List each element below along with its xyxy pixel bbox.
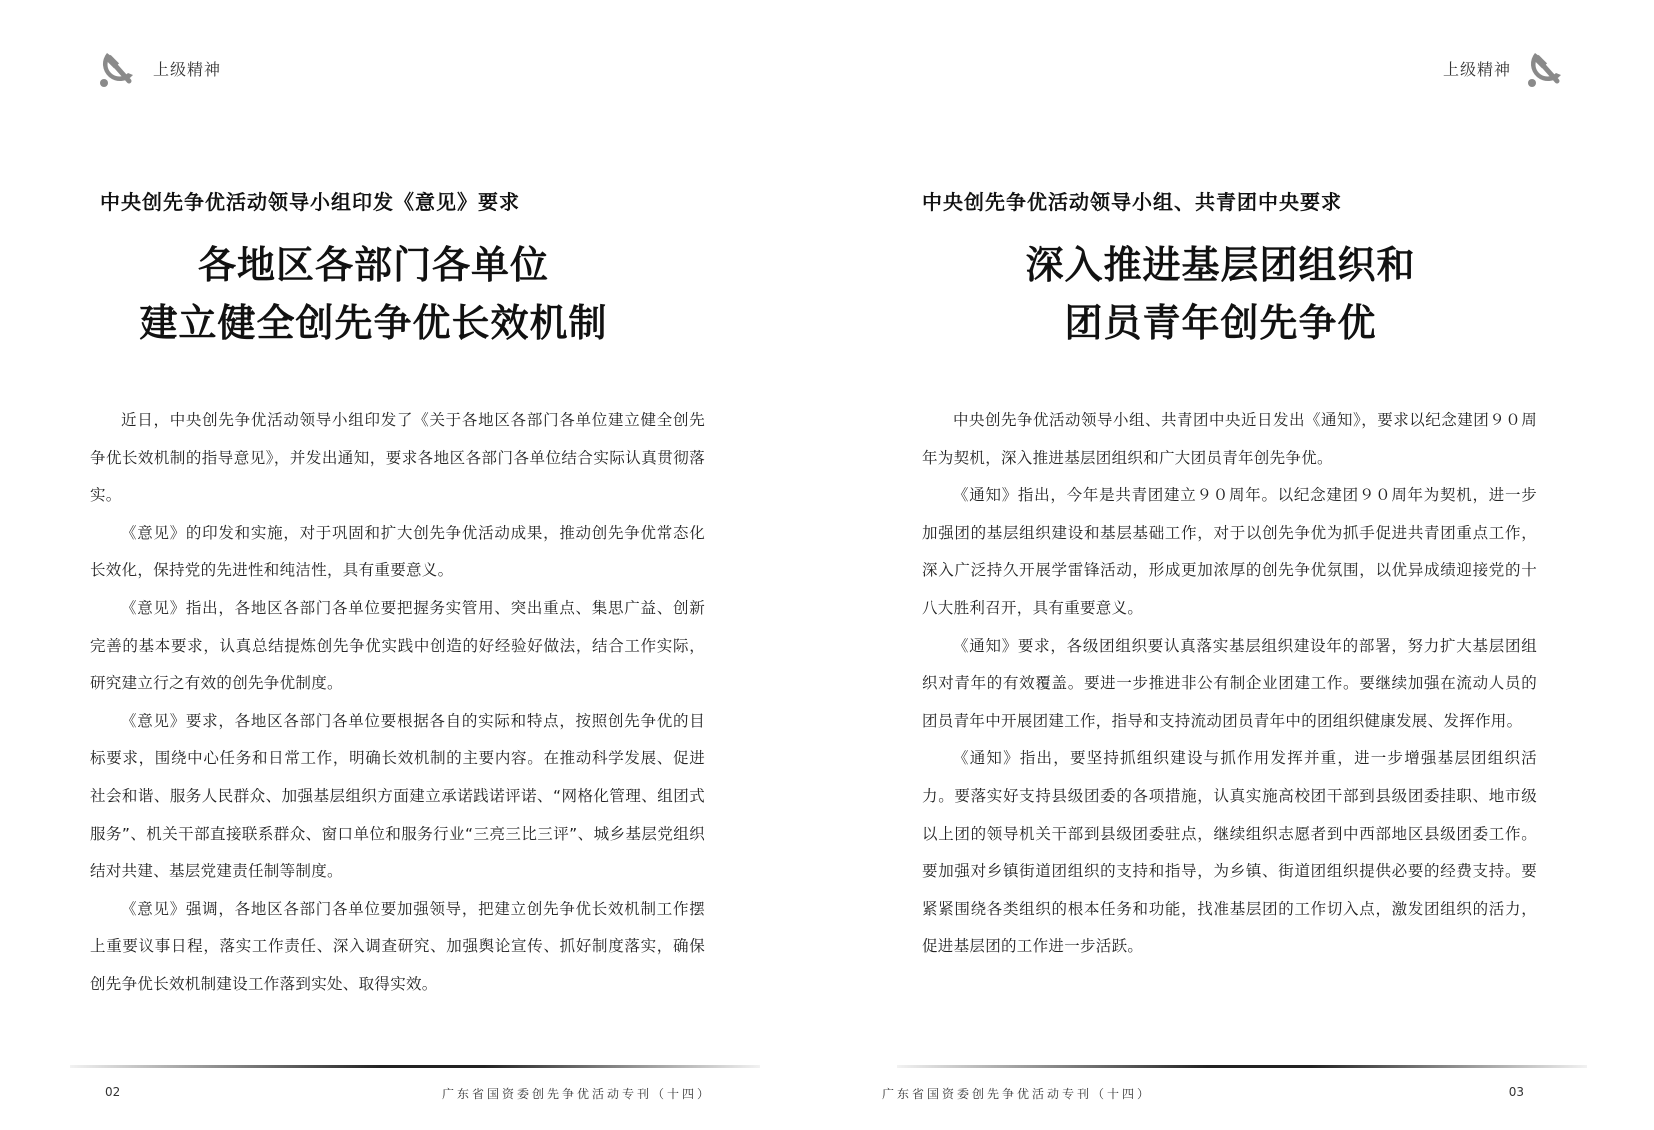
paragraph: 《意见》指出，各地区各部门各单位要把握务实管用、突出重点、集思广益、创新完善的基本要求，认真总结提炼创先争优实践中创造的好经验好做法，结合工作实际，研究建立行之有效的创先争优制度。 [90, 598, 705, 693]
section-label: 上级精神 [1442, 59, 1511, 79]
article-title [0, 236, 787, 352]
paragraph: 《意见》强调，各地区各部门各单位要加强领导，把建立创先争优长效机制工作摆上重要议事日程，落实工作责任、深入调查研究、加强舆论宣传、抓好制度落实，确保创先争优长效机制建设工作落到实处、取得实效。 [90, 899, 705, 993]
article-title [807, 236, 1634, 352]
article-kicker: 中央创先争优活动领导小组印发《意见》要求 [100, 190, 520, 214]
hammer-sickle-icon [95, 45, 141, 91]
paragraph: 近日，中央创先争优活动领导小组印发了《关于各地区各部门各单位建立健全创先争优长效机制的指导意见》，并发出通知，要求各地区各部门各单位结合实际认真贯彻落实。 [90, 411, 705, 505]
left-header [95, 44, 233, 92]
article-body [922, 402, 1537, 966]
article-kicker: 中央创先争优活动领导小组、共青团中央要求 [922, 190, 1342, 214]
paragraph: 《通知》指出，今年是共青团建立９０周年。以纪念建团９０周年为契机，进一步加强团的基层组织建设和基层基础工作，对于以创先争优为抓手促进共青团重点工作，深入广泛持久开展学雷锋活动，形成更加浓厚的创先争优氛围，以优异成绩迎接党的十八大胜利召开，具有重要意义。 [922, 486, 1537, 617]
paragraph: 《意见》要求，各地区各部门各单位要根据各自的实际和特点，按照创先争优的目标要求，围绕中心任务和日常工作，明确长效机制的主要内容。在推动科学发展、促进社会和谐、服务人民群众、加强基层组织方面建立承诺践诺评诺、“网格化管理、组团式服务”、机关干部直接联系群众、窗口单位和服务行业“三亮三比三评”、城乡基层党组织结对共建、基层党建责任制等制度。 [90, 711, 705, 881]
publication-footer: 广东省国资委创先争优活动专刊（十四） [882, 1087, 1153, 1101]
paragraph: 《意见》的印发和实施，对于巩固和扩大创先争优活动成果，推动创先争优常态化长效化，保持党的先进性和纯洁性，具有重要意义。 [90, 523, 705, 580]
paragraph: 《通知》指出，要坚持抓组织建设与抓作用发挥并重，进一步增强基层团组织活力。要落实好支持县级团委的各项措施，认真实施高校团干部到县级团委挂职、地市级以上团的领导机关干部到县级团委驻点，继续组织志愿者到中西部地区县级团委工作。要加强对乡镇街道团组织的支持和指导，为乡镇、街道团组织提供必要的经费支持。要紧紧围绕各类组织的根本任务和功能，找准基层团的工作切入点，激发团组织的活力，促进基层团的工作进一步活跃。 [922, 749, 1537, 956]
title-line: 深入推进基层团组织和 [1025, 242, 1416, 287]
footer-rule [897, 1065, 1587, 1068]
title-line: 团员青年创先争优 [1064, 300, 1377, 345]
title-line: 各地区各部门各单位 [197, 242, 549, 287]
title-line: 建立健全创先争优长效机制 [139, 300, 608, 345]
hammer-sickle-icon [1523, 45, 1569, 91]
paragraph: 《通知》要求，各级团组织要认真落实基层组织建设年的部署，努力扩大基层团组织对青年的有效覆盖。要进一步推进非公有制企业团建工作。要继续加强在流动人员的团员青年中开展团建工作，指导和支持流动团员青年中的团组织健康发展、发挥作用。 [922, 636, 1537, 730]
article-body [90, 402, 705, 1004]
right-header [1431, 44, 1569, 92]
publication-footer: 广东省国资委创先争优活动专刊（十四） [441, 1087, 712, 1101]
page-number: 02 [105, 1085, 121, 1099]
footer-rule [70, 1065, 760, 1068]
paragraph: 中央创先争优活动领导小组、共青团中央近日发出《通知》，要求以纪念建团９０周年为契机，深入推进基层团组织和广大团员青年创先争优。 [922, 411, 1537, 467]
page-number: 03 [1508, 1085, 1524, 1099]
section-label: 上级精神 [153, 59, 222, 79]
right-page [827, 0, 1654, 1130]
